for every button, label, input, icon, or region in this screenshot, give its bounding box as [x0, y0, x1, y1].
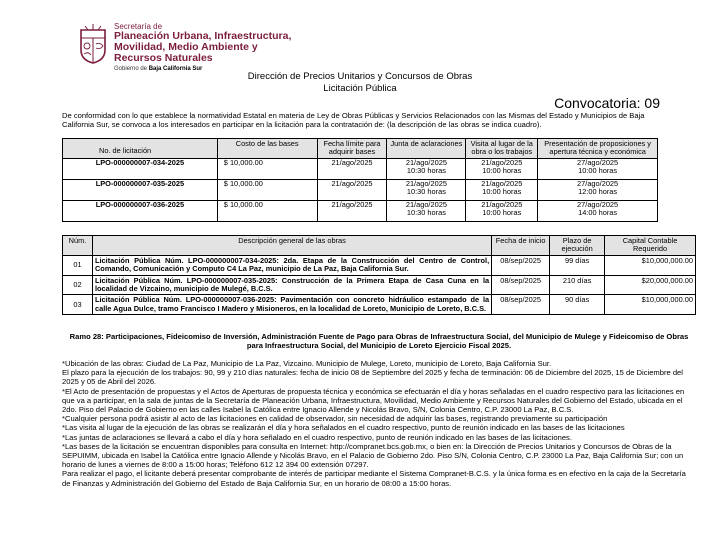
cost-cell: $ 10,000.00	[217, 158, 317, 179]
licitaciones-schedule-table	[62, 138, 658, 222]
presentacion-time: 10:00 horas	[578, 166, 618, 176]
intro-paragraph: De conformidad con lo que establece la normatividad Estatal en materia de Ley de Obras Públicas y Servicios Relacionados con las Mismas del Estado y Municipios de Baja California Sur, se convoca a los interesados en participar en la licitación para la contratación de: (la descripción de las obras se indica cuadro).	[62, 111, 645, 129]
junta-date: 21/ago/2025	[405, 178, 447, 188]
note-juntas: *Las juntas de aclaraciones se llevará a cabo el día y hora señalado en el cuadro respectivo, punto de reunión indicado en las bases de las licitaciones.	[62, 432, 572, 442]
header-capital: Capital Contable Requerido	[605, 236, 696, 256]
schedule-header-row	[63, 139, 658, 159]
obras-description-table	[62, 235, 696, 315]
presentacion-cell	[538, 200, 658, 221]
junta-time: 10:30 horas	[406, 166, 446, 176]
visita-date: 21/ago/2025	[481, 199, 523, 209]
obra-description: Licitación Pública Núm. LPO-000000007-034-2025: 2da. Etapa de la Construcción del Centro de Control, Comando, Comunicación y Computo C4 La Paz, municipio de La Paz, Baja California Sur.	[92, 255, 491, 275]
note-plazo: El plazo para la ejecución de los trabajos: 90, 99 y 210 días naturales: fecha de inicio 08 de Septiembre del 2025 y fecha de terminación: 06 de Diciembre del 2025, 15 de Diciembre del 2025 y 05 de Abril del 2026.	[62, 368, 683, 387]
obra-plazo: 90 días	[550, 295, 605, 315]
visita-date: 21/ago/2025	[481, 178, 523, 188]
obra-capital: $10,000,000.00	[605, 255, 696, 275]
visita-time: 10:00 horas	[482, 166, 522, 176]
licitacion-number: LPO-000000007-036-2025	[63, 200, 218, 221]
obra-capital: $20,000,000.00	[605, 275, 696, 295]
junta-cell	[387, 158, 466, 179]
note-acto-presentacion: *El Acto de presentación de propuestas y el Actos de Aperturas de propuesta técnica y económica se efectuarán el día y horas señaladas en el cuadro respectivo para las licitaciones en que va a participar, en la sala de juntas de la Secretaría de Planeación Urbana, Infraestructura, Movilidad, Medio Ambiente y Recursos Naturales del Gobierno del Estado, ubicada en el 2do. Piso del Palacio de Gobierno en las calles Isabel la Católica entre Ignacio Allende y Nicolás Bravo, S/N, Colonia Centro, C.P. 23000 La Paz, B.C.S.	[62, 386, 685, 415]
state-seal-icon	[78, 24, 108, 64]
header-descripcion: Descripción general de las obras	[92, 236, 491, 256]
obra-description: Licitación Pública Núm. LPO-000000007-036-2025: Pavimentación con concreto hidráulico estampado de la calle Agua Dulce, tramo Francisco I Madero y Misioneros, en la localidad de Loreto, Municipio de Loreto, B.C.S.	[92, 295, 491, 315]
presentacion-time: 12:00 horas	[578, 187, 618, 197]
note-ubicacion: *Ubicación de las obras: Ciudad de La Paz, Municipio de La Paz, Vizcaino. Municipio de Mulege, Loreto, municipio de Loreto, Baja California Sur.	[62, 359, 552, 368]
junta-time: 10:30 horas	[406, 208, 446, 218]
header-num: Núm.	[63, 236, 93, 256]
obra-plazo: 99 días	[550, 255, 605, 275]
junta-date: 21/ago/2025	[405, 199, 447, 209]
table-row	[63, 200, 658, 221]
presentacion-time: 14:00 horas	[578, 208, 618, 218]
table-row	[63, 255, 696, 275]
cost-cell: $ 10,000.00	[217, 179, 317, 200]
presentacion-cell	[538, 158, 658, 179]
header-plazo: Plazo de ejecución	[550, 236, 605, 256]
note-pago: Para realizar el pago, el licitante deberá presentar comprobante de interés de participar mediante el Sistema Compranet-B.C.S. y la única forma es en efectivo en la caja de la Secretaría de Finanzas y Administración del Gobierno del Estado de Baja California Sur, en un horario de 08:00 a 15:00 horas.	[62, 469, 686, 488]
visita-cell	[466, 200, 538, 221]
notes-section	[62, 359, 696, 488]
obra-start-date: 08/sep/2025	[492, 295, 550, 315]
table-row	[63, 295, 696, 315]
header-junta-aclaraciones: Junta de aclaraciones	[387, 139, 466, 159]
obra-number: 02	[63, 275, 93, 295]
header-costo-bases: Costo de las bases	[217, 139, 317, 159]
licitacion-number: LPO-000000007-034-2025	[63, 158, 218, 179]
logo-gov-prefix: Gobierno de	[114, 66, 149, 72]
header-no-licitacion: No. de licitación	[63, 139, 218, 159]
direction-title: Dirección de Precios Unitarios y Concursos de Obras	[247, 71, 473, 82]
obra-start-date: 08/sep/2025	[492, 255, 550, 275]
logo-line-1: Secretaría de	[114, 22, 163, 31]
visita-time: 10:00 horas	[482, 187, 522, 197]
obra-start-date: 08/sep/2025	[492, 275, 550, 295]
junta-time: 10:30 horas	[406, 187, 446, 197]
obra-number: 03	[63, 295, 93, 315]
presentacion-cell	[538, 179, 658, 200]
header-presentacion: Presentación de proposiciones y apertura técnica y económica	[538, 139, 658, 159]
secretaria-logo	[78, 20, 318, 76]
obra-capital: $10,000,000.00	[605, 295, 696, 315]
presentacion-date: 27/ago/2025	[577, 199, 619, 209]
table-row	[63, 179, 658, 200]
note-bases: *Las bases de la licitación se encuentran disponibles para consulta en Internet: http://compranet.bcs.gob.mx, o bien en: la Dirección de Precios Unitarios y Concursos de Obras de la SEPUIMM, ubicada en Isabel la Católica entre Ignacio Allende y Nicolás Bravo, en el Palacio de Gobierno 2do. Piso S/N, Colonia Centro, C.P. 23000 La Paz, Baja California Sur; con un horario de lunes a viernes de 8:00 a 15:00 horas; Teléfono 612 12 394 00 extensión 07297.	[62, 441, 684, 470]
limit-date-cell: 21/ago/2025	[317, 200, 387, 221]
visita-cell	[466, 179, 538, 200]
header-fecha-inicio: Fecha de inicio	[492, 236, 550, 256]
note-visita: *Las visita al lugar de la ejecución de las obras se realizarán el día y hora señalados en el cuadro respectivo, punto de reunión indicado en las bases de las licitaciones	[62, 423, 625, 433]
table-row	[63, 275, 696, 295]
logo-line-3: Movilidad, Medio Ambiente y	[114, 41, 258, 53]
convocatoria-number: Convocatoria: 09	[554, 95, 660, 111]
licitacion-title: Licitación Pública	[323, 83, 397, 94]
obras-header-row	[63, 236, 696, 256]
junta-cell	[387, 200, 466, 221]
table-row	[63, 158, 658, 179]
logo-gov-name: Baja California Sur	[148, 66, 203, 72]
visita-date: 21/ago/2025	[481, 157, 523, 167]
logo-line-4: Recursos Naturales	[114, 52, 213, 64]
limit-date-cell: 21/ago/2025	[317, 158, 387, 179]
obra-description: Licitación Pública Núm. LPO-000000007-035-2025: Construcción de la Primera Etapa de Casa Cuna en la localidad de Vizcaino, municipio de Mulegé, B.C.S.	[92, 275, 491, 295]
header-visita-obra: Visita al lugar de la obra o los trabajos	[466, 139, 538, 159]
junta-cell	[387, 179, 466, 200]
limit-date-cell: 21/ago/2025	[317, 179, 387, 200]
presentacion-date: 27/ago/2025	[577, 157, 619, 167]
ramo-funding-note: Ramo 28: Participaciones, Fideicomiso de Inversión, Administración Fuente de Pago para Obras de Infraestructura Social, del Municipio de Mulege y Fideicomiso de Obras para Infraestructura Social, del Municipio de Loreto Ejercicio Fiscal 2025.	[69, 332, 689, 351]
header-fecha-limite: Fecha límite para adquirir bases	[317, 139, 387, 159]
visita-cell	[466, 158, 538, 179]
visita-time: 10:00 horas	[482, 208, 522, 218]
licitacion-number: LPO-000000007-035-2025	[63, 179, 218, 200]
obra-plazo: 210 días	[550, 275, 605, 295]
logo-line-2: Planeación Urbana, Infraestructura,	[114, 30, 292, 42]
presentacion-date: 27/ago/2025	[577, 178, 619, 188]
cost-cell: $ 10,000.00	[217, 200, 317, 221]
obra-number: 01	[63, 255, 93, 275]
note-observador: *Cualquier persona podrá asistir al acto de las licitaciones en calidad de observador, sin necesidad de adquirir las bases, registrando previamente su participación	[62, 414, 608, 424]
junta-date: 21/ago/2025	[405, 157, 447, 167]
